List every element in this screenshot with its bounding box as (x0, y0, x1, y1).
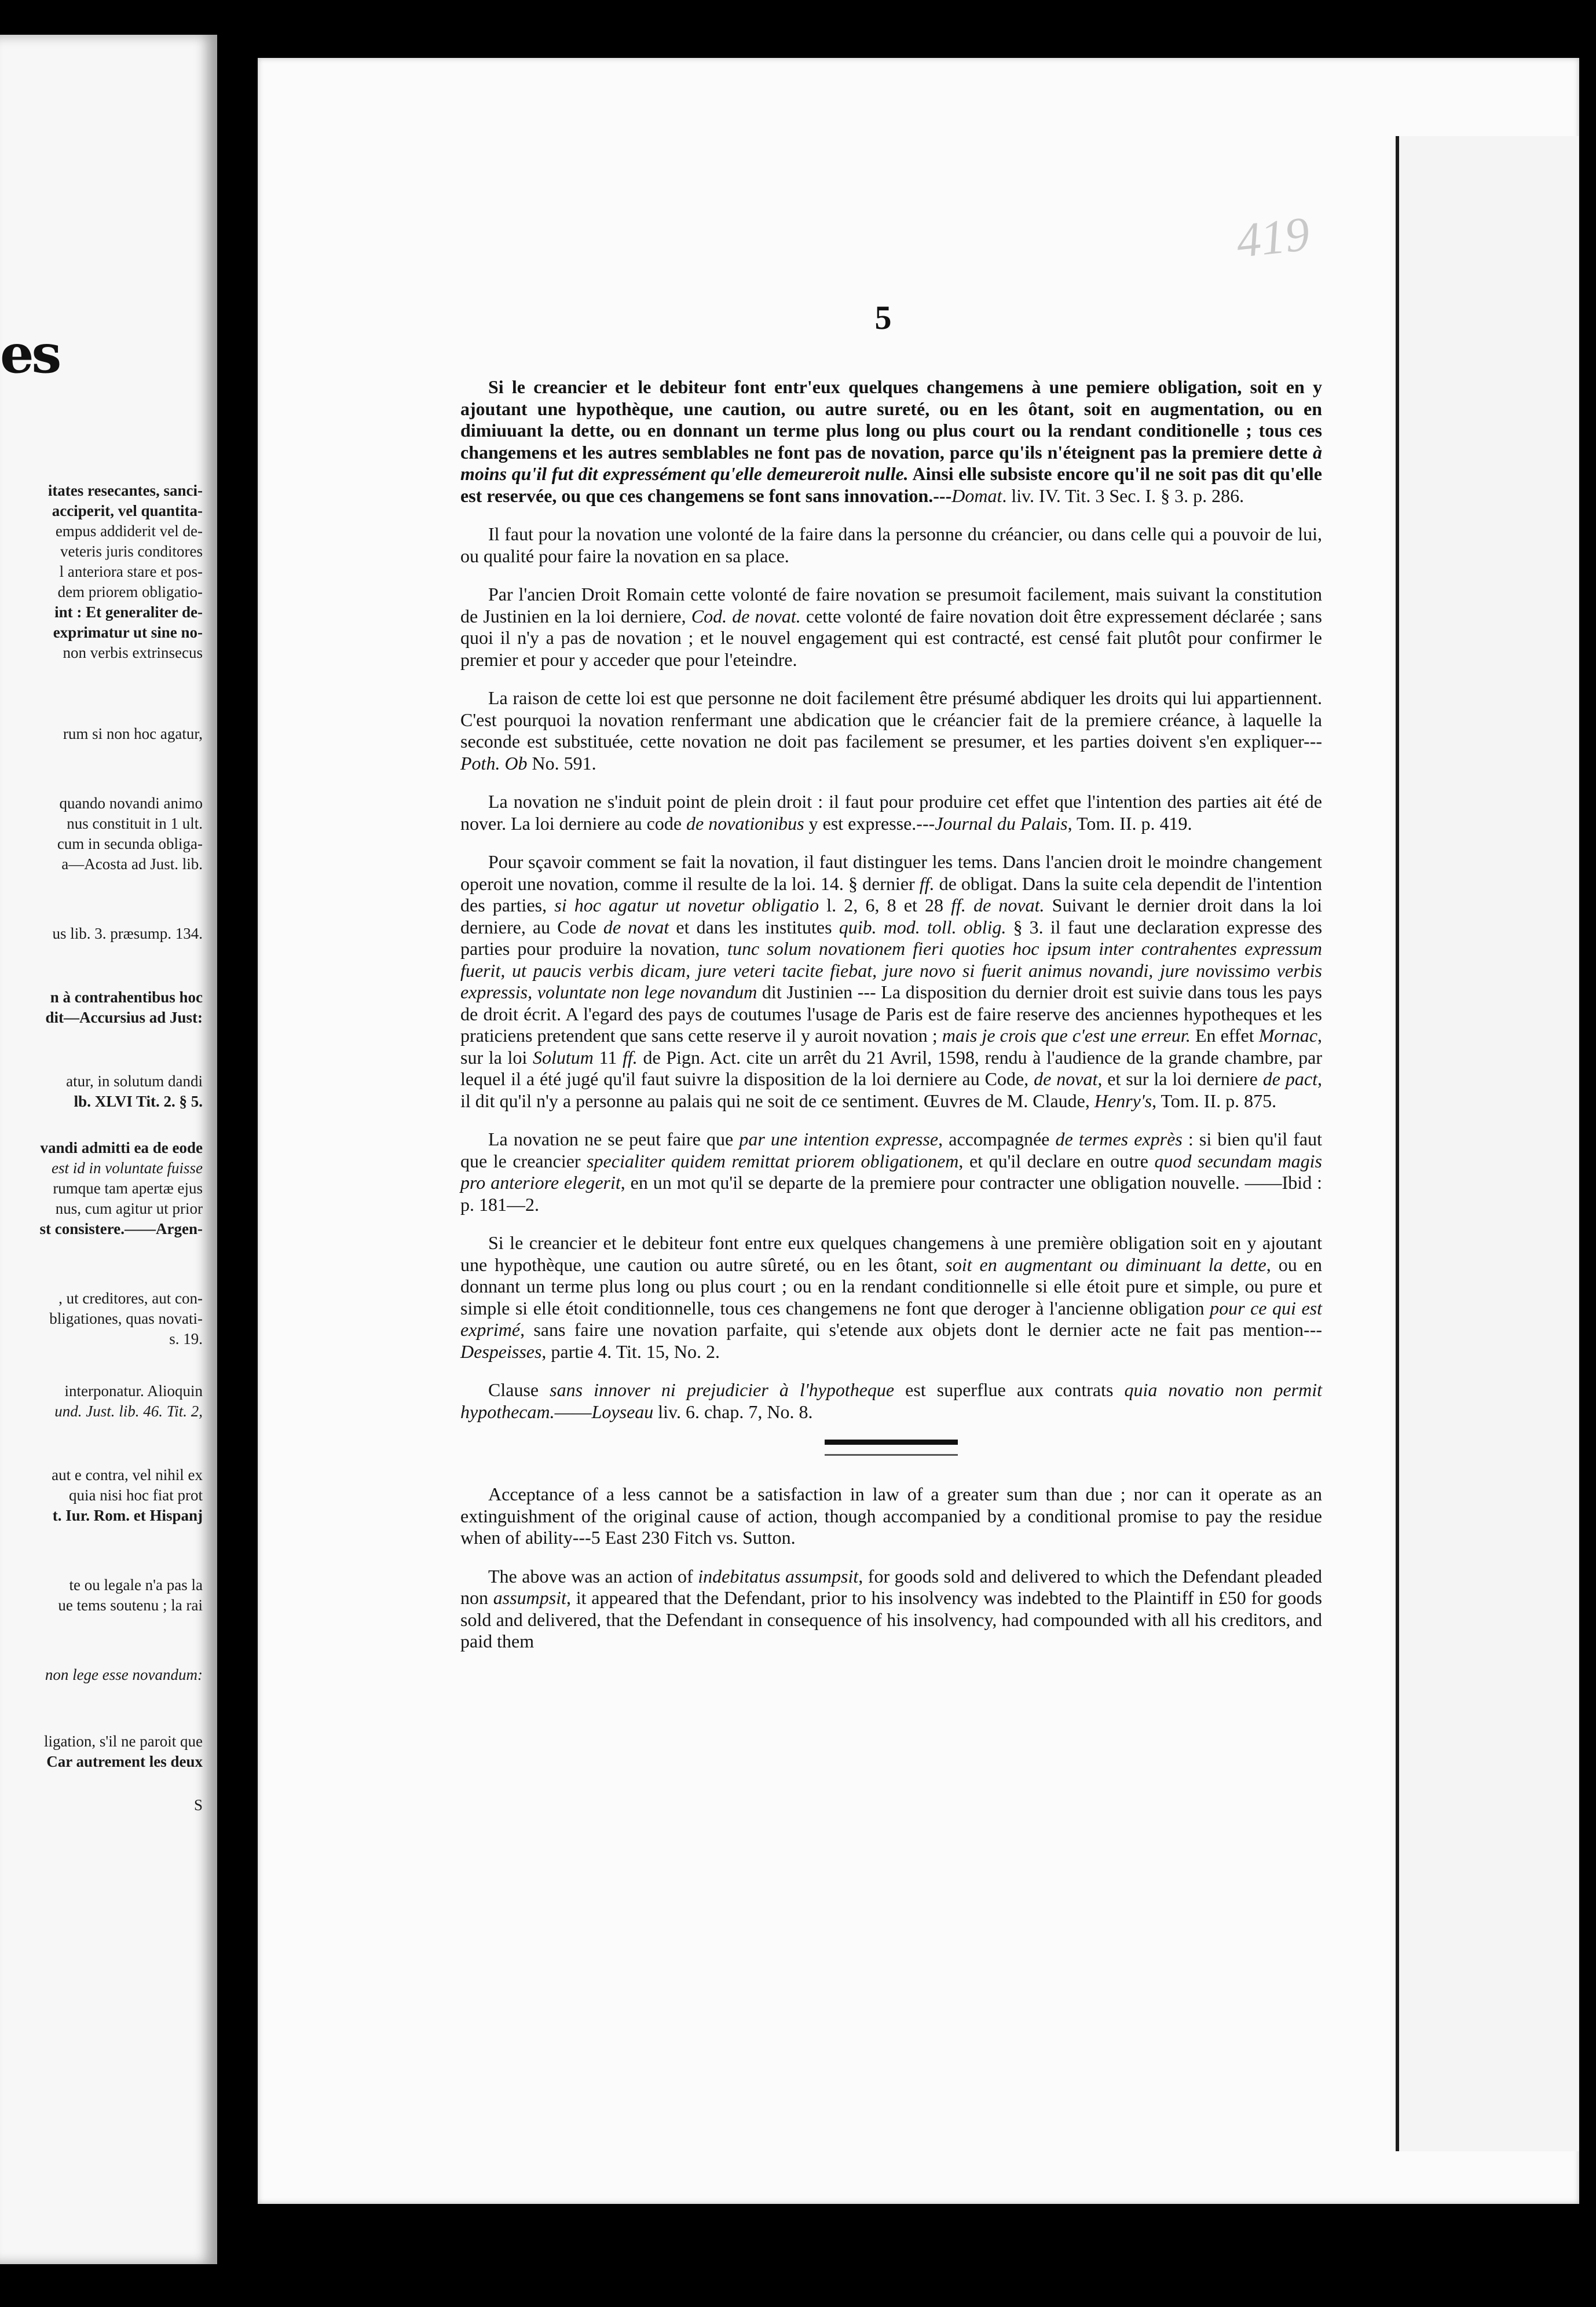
left-text-line: empus addiderit vel de- (55, 522, 203, 540)
left-text-line: , ut creditores, aut con- (58, 1290, 203, 1307)
page-number: 5 (874, 299, 892, 336)
left-text-line: veteris juris conditores (60, 543, 203, 560)
left-text-line: itates resecantes, sanci- (47, 482, 203, 499)
left-text-line: s. 19. (169, 1330, 203, 1347)
left-text-line: nus, cum agitur ut prior (55, 1200, 203, 1217)
left-text-line: l anteriora stare et pos- (59, 563, 203, 580)
paragraph: La novation ne se peut faire que par une intention expresse, accompagnée de termes exprès : si bien qu'il faut que le creancier specialiter quidem remittat priorem obligationem, et qu'il declare en outre quod secundam magis pro anteriore elegerit, en un mot qu'il se departe de la premiere pour contracter une obligation nouvelle. ——Ibid : p. 181—2. (460, 1129, 1323, 1215)
french-paragraphs (460, 376, 1322, 1423)
left-text-line: dem priorem obligatio- (57, 583, 203, 600)
left-text-line: st consistere.——Argen- (39, 1220, 203, 1237)
left-text-line: non verbis extrinsecus (63, 644, 203, 661)
left-text-line: bligationes, quas novati- (49, 1310, 203, 1327)
section-divider (825, 1440, 958, 1456)
left-text-line: rumque tam apertæ ejus (53, 1180, 203, 1197)
left-text-line: interponatur. Alioquin (64, 1382, 203, 1400)
left-text-line: atur, in solutum dandi (66, 1072, 203, 1090)
paragraph: Si le creancier et le debiteur font entre eux quelques changemens à une première obligation soit en y ajoutant une hypothèque, une caution ou autre sûreté, ou en les ôtant, soit en augmentant ou diminuant la dette, ou en donnant un terme plus long ou plus court ; ou en la rendant conditionnelle si elle étoit pure et simple, ou pure et simple si elle étoit conditionnelle, tous ces changemens ne font que deroger à l'ancienne obligation pour ce qui est exprimé, sans faire une novation parfaite, qui s'etende aux objets dont le dernier acte ne fait pas mention---Despeisses, partie 4. Tit. 15, No. 2. (460, 1232, 1323, 1362)
left-text-line: t. Iur. Rom. et Hispanj (52, 1507, 203, 1524)
paragraph: Il faut pour la novation une volonté de la faire dans la personne du créancier, ou dans celle qui a pouvoir de lui, ou qualité pour faire la novation en sa place. (460, 523, 1322, 566)
left-text-line: exprimatur ut sine no- (53, 624, 203, 641)
left-text-line: te ou legale n'a pas la (69, 1576, 203, 1594)
paragraph: Si le creancier et le debiteur font entr'eux quelques changemens à une pemiere obligation, soit en y ajoutant une hypothèque, une caution, ou autre sureté, ou en les ôtant, soit en augmentation, ou en dimiuuant la dette, ou en donnant un terme plus long ou plus court ou la rendant conditionelle ; tous ces changemens et les autres semblables ne font pas de novation, parce qu'ils n'éteignent pas la premiere dette à moins qu'il fut dit expressément qu'elle demeureroit nulle. Ainsi elle subsiste encore qu'il ne soit pas dit qu'elle est reservée, ou que ces changemens se font sans innovation.---Domat. liv. IV. Tit. 3 Sec. I. § 3. p. 286. (460, 376, 1323, 506)
left-text-line: rum si non hoc agatur, (63, 725, 203, 742)
left-text-line: nus constituit in 1 ult. (67, 815, 203, 832)
left-text-line: n à contrahentibus hoc (50, 988, 203, 1006)
left-text-line: non lege esse novandum: (45, 1666, 203, 1683)
paragraph: Clause sans innover ni prejudicier à l'hypotheque est superflue aux contrats quia novatio non permit hypothecam.——Loyseau liv. 6. chap. 7, No. 8. (460, 1379, 1323, 1422)
paragraph: La raison de cette loi est que personne ne doit facilement être présumé abdiquer les droits qui lui appartiennent. C'est pourquoi la novation renfermant une abdication que le créancier fait de la premiere créance, à laquelle la seconde est substituée, cette novation ne doit pas facilement se presumer, et les parties doivent s'en expliquer---Poth. Ob No. 591. (460, 687, 1322, 774)
left-text-line: ue tems soutenu ; la rai (58, 1596, 203, 1614)
left-text-line: est id in voluntate fuisse (52, 1159, 203, 1177)
left-text-line: int : Et generaliter de- (54, 603, 203, 621)
page-edge-margin (1399, 136, 1579, 2151)
left-text-line: und. Just. lib. 46. Tit. 2, (54, 1402, 203, 1420)
left-text-line: a—Acosta ad Just. lib. (61, 855, 203, 873)
left-text-line: aut e contra, vel nihil ex (52, 1466, 203, 1484)
left-text-line: S (193, 1796, 203, 1814)
left-text-line: quando novandi animo (59, 794, 203, 812)
english-paragraphs (460, 1484, 1322, 1653)
left-text-line: us lib. 3. præsump. 134. (52, 925, 203, 942)
paragraph: Acceptance of a less cannot be a satisfaction in law of a greater sum than due ; nor can it operate as an extinguishment of the original cause of action, though accompanied by a conditional promise to pay the residue when of ability---5 East 230 Fitch vs. Sutton. (460, 1484, 1322, 1548)
body-text (460, 376, 1322, 1669)
paragraph: The above was an action of indebitatus assumpsit, for goods sold and delivered to which the Defendant pleaded non assumpsit, it appeared that the Defendant, prior to his insolvency was indebted to the Plaintiff in £50 for goods sold and delivered, that the Defendant in consequence of his insolvency, had compounded with all his creditors, and paid them (460, 1565, 1323, 1651)
left-text-line: dit—Accursius ad Just: (45, 1009, 203, 1026)
paragraph: Pour sçavoir comment se fait la novation, il faut distinguer les tems. Dans l'ancien droit le moindre changement operoit une novation, comme il resulte de la loi. 14. § dernier ff. de obligat. Dans la suite cela dependit de l'intention des parties, si hoc agatur ut novetur obligatio l. 2, 6, 8 et 28 ff. de novat. Suivant le dernier droit dans la loi derniere, au Code de novat et dans les institutes quib. mod. toll. oblig. § 3. il faut une declaration expresse des parties pour produire la novation, tunc solum novationem fieri quoties hoc ipsum inter contrahentes expressum fuerit, ut paucis verbis dicam, jure veteri tacite fiebat, jure novo si fuerit animus novandi, jure novissimo verbis expressis, voluntate non lege novandum dit Justinien --- La disposition du dernier droit est suivie dans tous les pays de droit écrit. A l'egard des pays de coutumes l'usage de Paris est de faire reserve des anciennes hypotheques et les praticiens pretendent que sans cette reserve il y auroit novation ; mais je crois que c'est une erreur. En effet Mornac, sur la loi Solutum 11 ff. de Pign. Act. cite un arrêt du 21 Avril, 1598, rendu à l'audience de la grande chambre, par lequel il a été jugé qu'il faut suivre la disposition de la loi derniere au Code, de novat, et sur la loi derniere de pact, il dit qu'il n'y a personne au palais qui ne soit de ce sentiment. Œuvres de M. Claude, Henry's, Tom. II. p. 875. (460, 851, 1323, 1111)
left-text-line: cum in secunda obliga- (57, 835, 203, 852)
left-text-line: acciperit, vel quantita- (52, 502, 203, 519)
paragraph: La novation ne s'induit point de plein droit : il faut pour produire cet effet que l'intention des parties ait été de nover. La loi derniere au code de novationibus y est expresse.---Journal du Palais, Tom. II. p. 419. (460, 791, 1322, 834)
left-page-heading: es (0, 323, 60, 385)
left-text-line: ligation, s'il ne paroit que (43, 1733, 203, 1750)
paragraph: Par l'ancien Droit Romain cette volonté de faire novation se presumoit facilement, mais suivant la constitution de Justinien en la loi derniere, Cod. de novat. cette volonté de faire novation doit être expressement déclarée ; sans quoi il n'y a pas de novation ; et le nouvel engagement qui est contracté, est censé fait plutôt pour confirmer le premier et pour y acceder que pour l'eteindre. (460, 584, 1323, 670)
left-text-line: lb. XLVI Tit. 2. § 5. (74, 1093, 203, 1110)
left-page-fragment (0, 35, 217, 2264)
left-text-line: vandi admitti ea de eode (40, 1139, 203, 1156)
handwritten-folio-number: 419 (1233, 207, 1312, 269)
left-text-line: Car autrement les deux (46, 1753, 203, 1770)
left-text-line: quia nisi hoc fiat prot (69, 1486, 203, 1504)
